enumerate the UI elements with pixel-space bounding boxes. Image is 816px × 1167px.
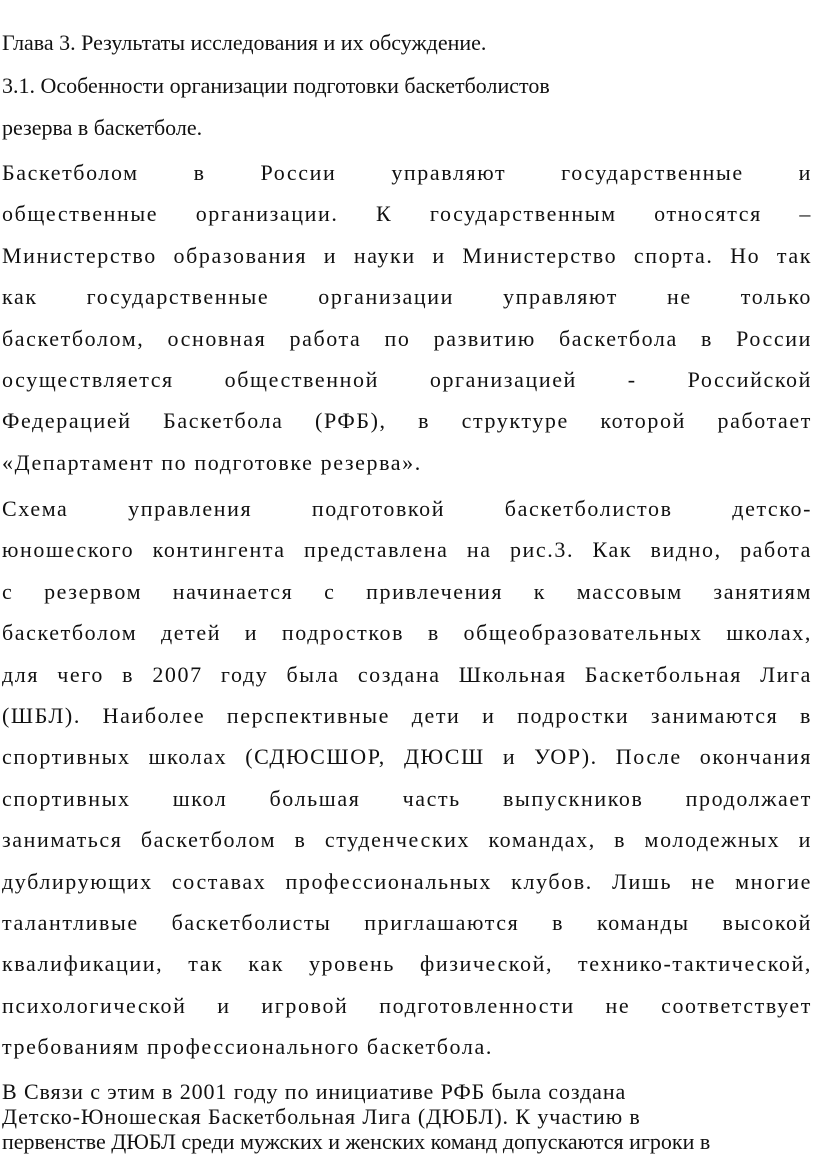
text-line: Федерацией Баскетбола (РФБ), в структуре которой работает [2, 408, 812, 434]
text-line: Схема управления подготовкой баскетболистов детско- [2, 496, 812, 521]
text-line: «Департамент по подготовке резерва». [2, 449, 422, 475]
text-line: дублирующих составах профессиональных клубов. Лишь не многие [2, 868, 812, 894]
text-line: квалификации, так как уровень физической, технико-тактической, [2, 951, 812, 977]
text-line: заниматься баскетболом в студенческих командах, в молодежных и [2, 827, 812, 853]
text-line: Министерство образования и науки и Министерство спорта. Но так [2, 242, 812, 268]
text-line: с резервом начинается с привлечения к массовым занятиям [2, 578, 812, 604]
section-heading-continuation: резерва в баскетболе. [2, 115, 203, 140]
text-line: осуществляется общественной организацией - Российской [2, 366, 812, 392]
text-line: общественные организации. К государственным относятся – [2, 201, 812, 227]
text-line: первенстве ДЮБЛ среди мужских и женских команд допускаются игроки в [2, 1129, 711, 1154]
section-heading: 3.1. Особенности организации подготовки баскетболистов [2, 73, 550, 98]
text-line: для чего в 2007 году была создана Школьная Баскетбольная Лига [2, 661, 812, 687]
paragraph-dyubl [2, 1079, 812, 1154]
text-line: спортивных школ большая часть выпускников продолжает [2, 785, 812, 811]
text-line: спортивных школах (СДЮСШОР, ДЮСШ и УОР). После окончания [2, 744, 812, 770]
text-line: как государственные организации управляют не только [2, 284, 812, 310]
text-line: баскетболом, основная работа по развитию баскетбола в России [2, 325, 812, 351]
text-line: требованиям профессионального баскетбола. [2, 1034, 493, 1060]
text-line: Детско-Юношеская Баскетбольная Лига (ДЮБЛ). К участию в [2, 1104, 641, 1129]
text-line: психологической и игровой подготовленности не соответствует [2, 992, 812, 1018]
text-line: В Связи с этим в 2001 году по инициативе РФБ была создана [2, 1079, 627, 1104]
text-line: юношеского контингента представлена на рис.3. Как видно, работа [2, 537, 812, 563]
text-line: Баскетболом в России управляют государственные и [2, 160, 812, 185]
chapter-heading: Глава 3. Результаты исследования и их обсуждение. [2, 30, 487, 55]
text-line: баскетболом детей и подростков в общеобразовательных школах, [2, 620, 812, 646]
paragraph-governance [2, 152, 812, 483]
paragraph-reserve-scheme [2, 488, 812, 1067]
text-line: (ШБЛ). Наиболее перспективные дети и подростки занимаются в [2, 702, 812, 728]
text-line: талантливые баскетболисты приглашаются в команды высокой [2, 909, 812, 935]
